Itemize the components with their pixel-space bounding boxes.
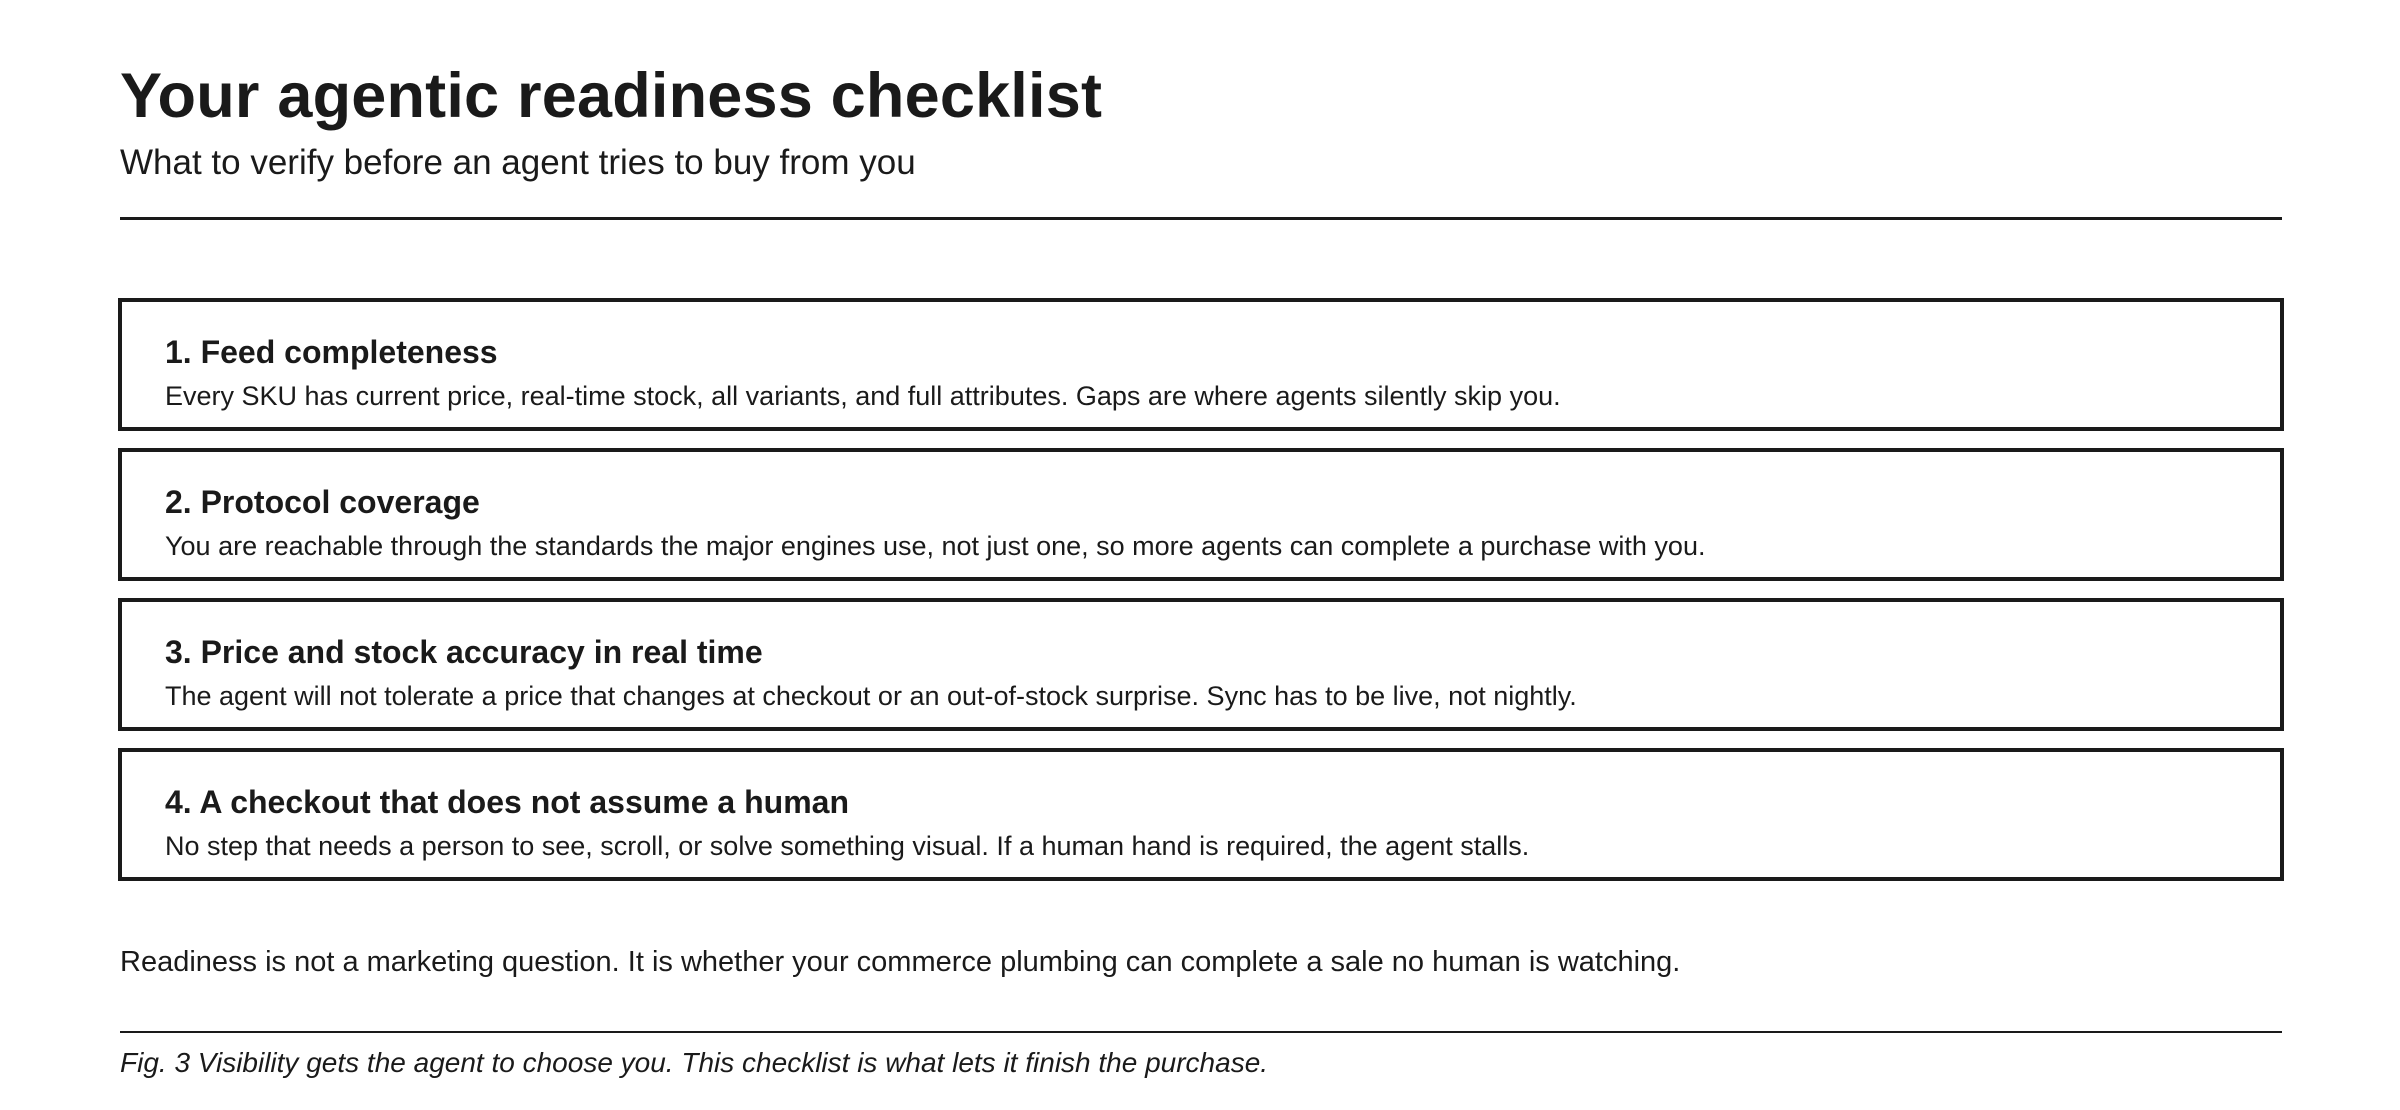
readiness-checklist [118,298,2284,881]
checklist-item-title: 2. Protocol coverage [165,484,480,520]
checklist-item-human-free-checkout [118,748,2284,881]
checklist-item-protocol-coverage [118,448,2284,581]
checklist-item-price-stock-accuracy [118,598,2284,731]
checklist-item-description: Every SKU has current price, real-time stock, all variants, and full attributes. Gaps are where agents silently skip you. [165,381,1561,411]
checklist-item-title: 1. Feed completeness [165,334,498,370]
header-divider [120,217,2282,220]
checklist-item-description: You are reachable through the standards the major engines use, not just one, so more agents can complete a purchase with you. [165,531,1706,561]
page-title: Your agentic readiness checklist [120,61,1103,131]
conclusion-text: Readiness is not a marketing question. It is whether your commerce plumbing can complete a sale no human is watching. [120,946,1681,978]
checklist-item-description: No step that needs a person to see, scroll, or solve something visual. If a human hand is required, the agent stalls. [165,831,1530,861]
caption-divider [120,1031,2282,1033]
checklist-item-feed-completeness [118,298,2284,431]
figure-caption: Fig. 3 Visibility gets the agent to choose you. This checklist is what lets it finish the purchase. [120,1047,1269,1078]
checklist-item-title: 4. A checkout that does not assume a human [165,784,849,820]
checklist-item-description: The agent will not tolerate a price that changes at checkout or an out-of-stock surprise. Sync has to be live, not nightly. [165,681,1577,711]
checklist-item-title: 3. Price and stock accuracy in real time [165,634,763,670]
page-subtitle: What to verify before an agent tries to buy from you [120,143,916,182]
